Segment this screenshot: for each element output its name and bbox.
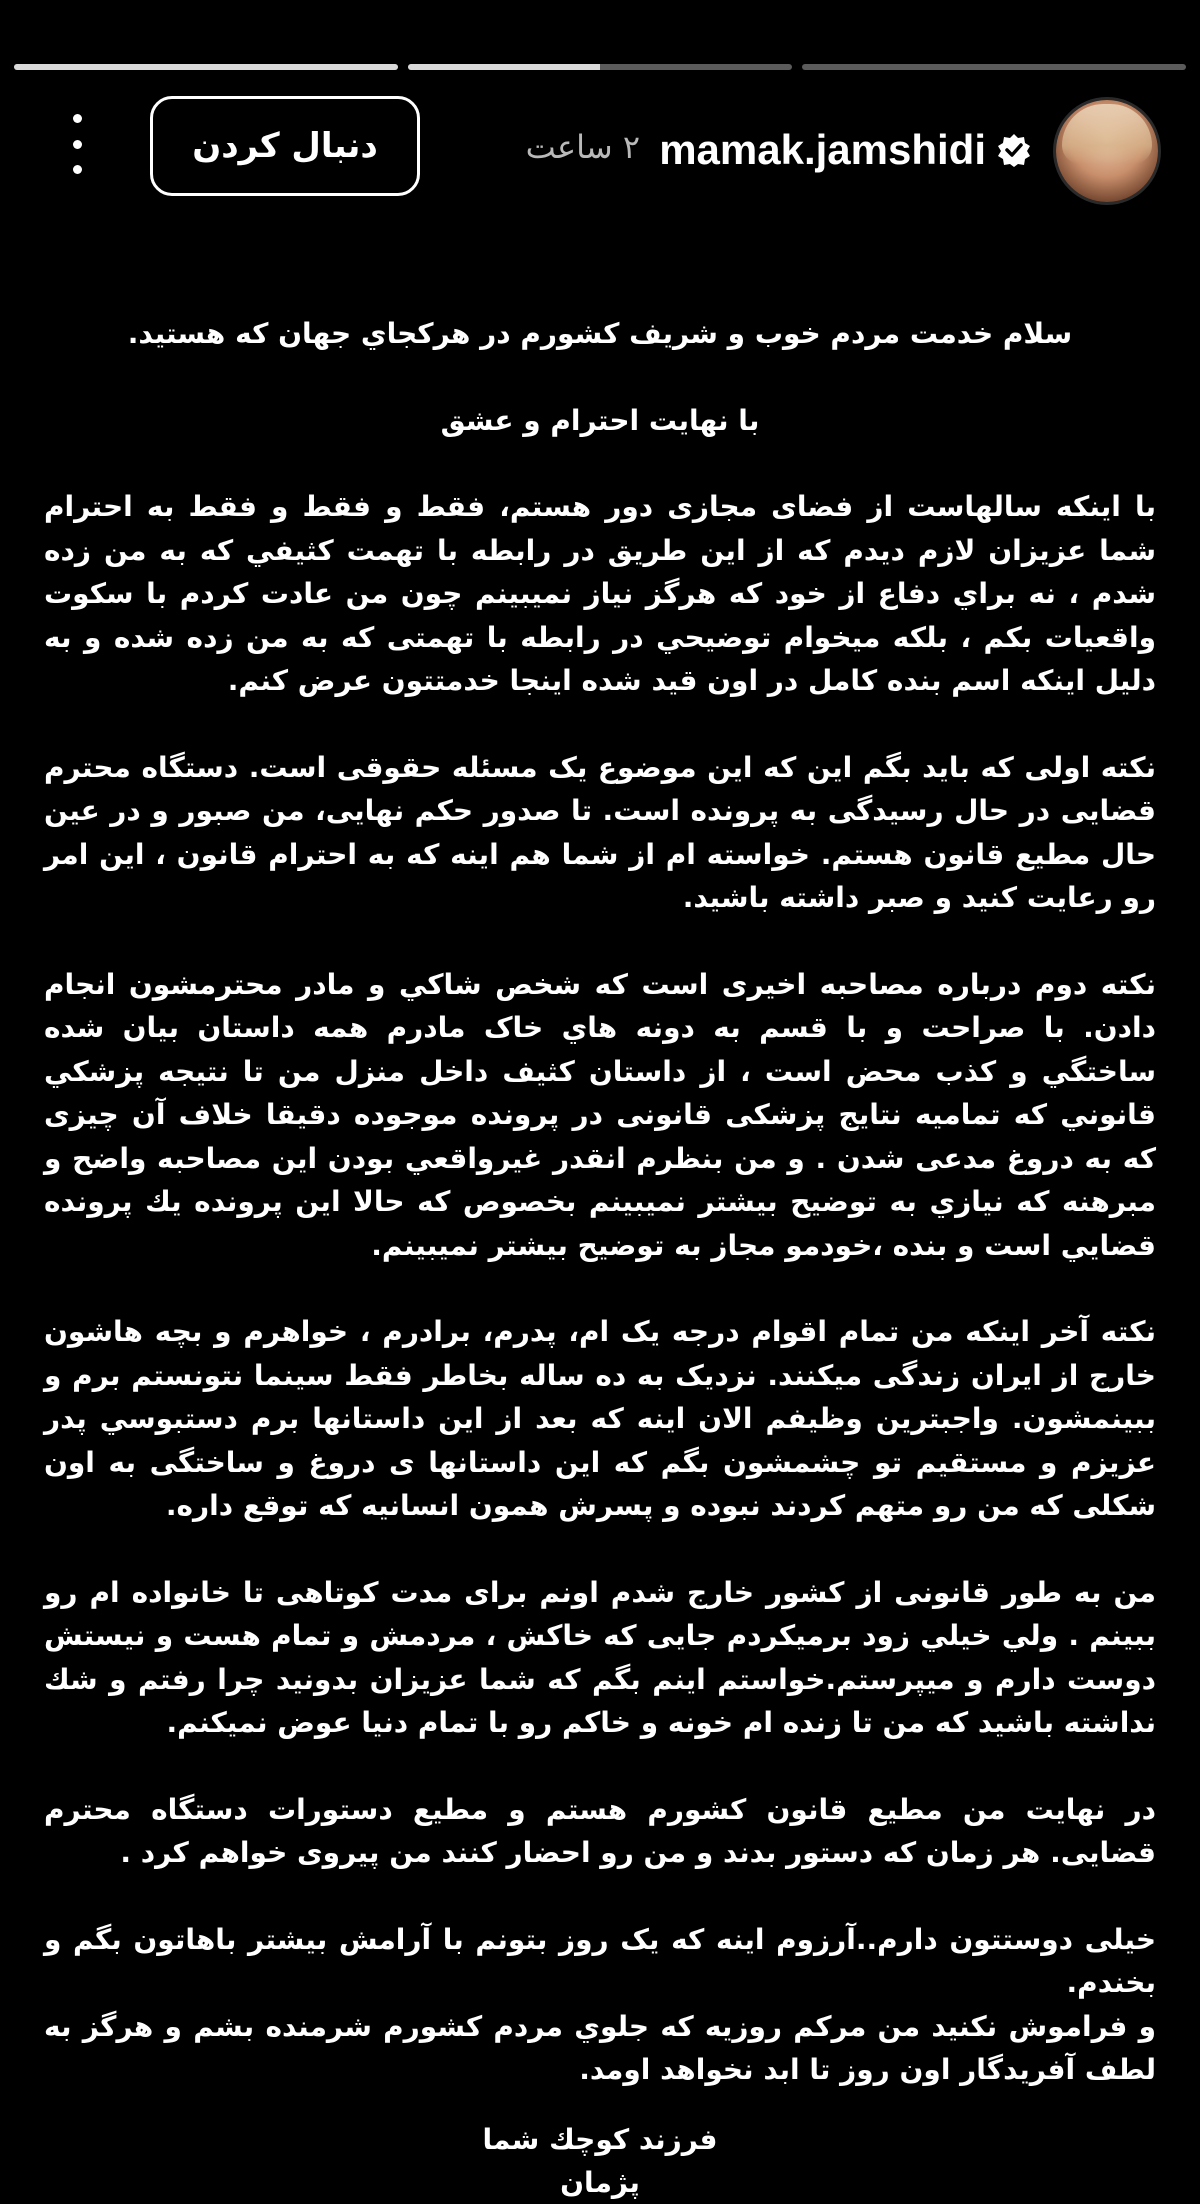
letter-closing: فرزند کوچك شما xyxy=(482,2122,718,2156)
letter-paragraph-2: نکته اولی که باید بگم این که این موضوع یک مسئله حقوقی است. دستگاه محترم قضایی در حال رسیدگی به پرونده است. تا صدور حکم نهایی، من صبور و در عین حال مطیع قانون هستم. خواسته ام از شما هم اینه که به احترام قانون ، این امر رو رعایت کنید و صبر داشته باشید. xyxy=(44,750,1156,914)
letter-signature: پژمان xyxy=(560,2165,640,2199)
story-progress-segment xyxy=(408,64,792,70)
letter-paragraph-6: در نهایت من مطیع قانون کشورم هستم و مطیع دستورات دستگاه محترم قضایی. هر زمان که دستور بدند و من رو احضار کنند من پیروی خواهم کرد . xyxy=(44,1792,1156,1869)
story-progress-segment xyxy=(14,64,398,70)
story-header xyxy=(0,96,1200,206)
post-time: ۲ ساعت xyxy=(525,128,640,166)
letter-paragraph-3: نکته دوم درباره مصاحبه اخیری است که شخص شاکي و مادر محترمشون انجام دادن. با صراحت و با قسم به دونه هاي خاک مادرم همه داستان بیان شده ساختگي و کذب محض است ، از داستان کثیف داخل منزل من تا نتیجه پزشکي قانوني که تمامیه نتایج پزشکی قانونی در پرونده موجوده دقیقا خلاف آن چیزی که به دروغ مدعی شدن . و من بنظرم انقدر غیرواقعي بودن این مصاحبه واضح و مبرهنه که نیازي به توضیح بیشتر نمیبینم بخصوص که حالا این پرونده یك پرونده قضایي است و بنده ،خودمو مجاز به توضیح بیشتر نمیبینم. xyxy=(44,967,1156,1262)
letter-greeting: سلام خدمت مردم خوب و شریف کشورم در هرکجاي جهان که هستید. xyxy=(127,317,1073,350)
story-progress-bar xyxy=(14,64,1186,70)
more-options-icon[interactable] xyxy=(62,114,92,174)
letter-paragraph-7a: خیلی دوستتون دارم..آرزوم اینه که یک روز بتونم با آرامش بیشتر باهاتون بگم و بخندم. xyxy=(44,1922,1156,1999)
letter-paragraph-7b: و فراموش نکنید من مرکم روزیه که جلوي مردم کشورم شرمنده بشم و هرگز به لطف آفریدگار اون روز تا ابد نخواهد اومد. xyxy=(44,2009,1156,2086)
follow-button[interactable]: دنبال کردن xyxy=(150,96,420,196)
letter-respect-line: با نهایت احترام و عشق xyxy=(440,403,760,437)
story-letter xyxy=(44,312,1156,2204)
letter-paragraph-4: نکته آخر اینکه من تمام اقوام درجه یک ام، پدرم، برادرم ، خواهرم و بچه هاشون خارج از ایران زندگی میکنند. نزدیک به ده ساله بخاطر فقط سینما نتونستم برم و ببینمشون. واجبترین وظیفم الان اینه که بعد از این داستانها برم دستبوسي پدر عزیزم و مستقیم تو چشمشون بگم که این داستانها ی دروغ و ساختگی به اون شکلی که من رو متهم کردند نبوده و پسرش همون انسانیه که توقع داره. xyxy=(44,1315,1156,1522)
letter-paragraph-5: من به طور قانونی از کشور خارج شدم اونم برای مدت کوتاهی تا خانواده ام رو ببینم . ولي خیلي زود برمیکردم جایی که خاکش ، مردمش و تمام هست و نیستش دوست دارم و میپرستم.خواستم اینم بگم که شما عزیزان بدونید چرا رفتم و شك نداشته باشید که من تا زنده ام خونه و خاکم رو با تمام دنیا عوض نمیکنم. xyxy=(44,1575,1156,1739)
username-text[interactable]: mamak.jamshidi xyxy=(659,126,986,173)
letter-paragraph-1: با اینکه سالهاست از فضای مجازی دور هستم، فقط و فقط و فقط به احترام شما عزیزان لازم دیدم که از این طریق در رابطه با تهمت کثیفي که به من زده شدم ، نه براي دفاع از خود که هرگز نیاز نمیبینم چون من عادت کردم با سکوت واقعیات بکم ، بلکه میخوام توضیحي در رابطه با تهمتی که به من زده شده و به دلیل اینکه اسم بنده کامل در اون قید شده اینجا خدمتتون عرض کنم. xyxy=(44,490,1156,697)
username-link[interactable] xyxy=(659,126,1032,174)
story-progress-segment xyxy=(802,64,1186,70)
profile-avatar[interactable] xyxy=(1056,100,1158,202)
letter-signature-block xyxy=(44,2118,1156,2204)
verified-badge-icon xyxy=(996,132,1032,168)
